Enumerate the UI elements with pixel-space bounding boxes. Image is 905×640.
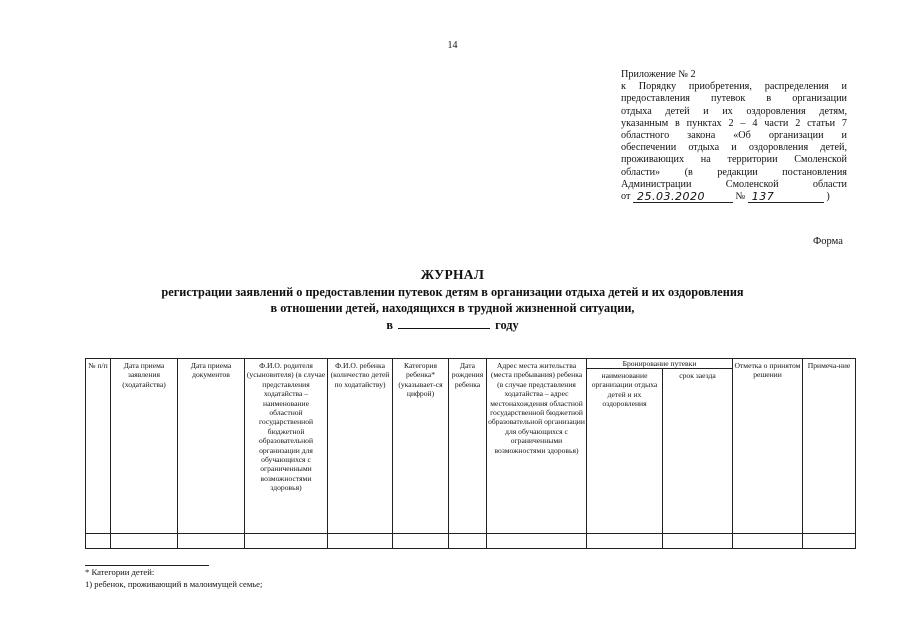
header-col-decision: Отметка о принятом решении (733, 359, 803, 534)
table-cell (245, 534, 328, 549)
number-sign: № (735, 191, 746, 203)
header-col-note: Примеча-ние (803, 359, 856, 534)
year-line (0, 317, 905, 333)
table-header-row (86, 359, 856, 369)
appendix-line: областного закона «Об организации и (621, 130, 847, 142)
appendix-line: проживающих на территории Смоленской (621, 154, 847, 166)
header-col-child-name: Ф.И.О. ребенка (количество детей по ходатайству) (328, 359, 393, 534)
table-cell (393, 534, 449, 549)
journal-table (85, 358, 856, 549)
header-col-address: Адрес места жительства (места пребывания) ребенка (в случае представления ходатайства – адрес местонахождения областной государственной бюджетной образовательной организации для обучающихся с ограниченными возможностями здоровья) (487, 359, 587, 534)
appendix-date-line (621, 191, 847, 203)
header-col-num: № п/п (86, 359, 111, 534)
appendix-line: указанным в пунктах 2 – 4 части 2 статьи 7 (621, 117, 847, 129)
header-col-birth-date: Дата рождения ребенка (449, 359, 487, 534)
appendix-line: обеспечении отдыха и оздоровления детей, (621, 142, 847, 154)
footnote-item: 1) ребенок, проживающий в малоимущей семье; (85, 579, 263, 589)
handwritten-date: 25.03.2020 (636, 190, 705, 204)
appendix-block (621, 69, 847, 203)
journal-subtitle-line1: регистрации заявлений о предоставлении путевок детям в организации отдыха детей и их оздоровления (161, 285, 744, 299)
header-col-documents-date: Дата приема документов (178, 359, 245, 534)
handwritten-number: 137 (751, 190, 775, 204)
table-cell (111, 534, 178, 549)
from-prefix: от (621, 191, 631, 203)
date-field (633, 191, 733, 203)
form-label: Форма (813, 236, 843, 247)
table-cell (733, 534, 803, 549)
header-col-category: Категория ребенка* (указывает-ся цифрой) (393, 359, 449, 534)
page-number: 14 (447, 40, 458, 51)
year-suffix: году (495, 318, 519, 332)
footnote-heading: * Категории детей: (85, 567, 155, 577)
header-sub-organization: наименование организации отдыха детей и их оздоровления (587, 369, 663, 534)
header-col-application-date: Дата приема заявления (ходатайства) (111, 359, 178, 534)
header-col-booking: Бронирование путевки (587, 359, 733, 369)
table-cell (803, 534, 856, 549)
table-cell (86, 534, 111, 549)
close-paren: ) (826, 191, 830, 203)
header-sub-arrival: срок заезда (663, 369, 733, 534)
table-cell (487, 534, 587, 549)
footnote-divider (85, 565, 209, 566)
table-cell (663, 534, 733, 549)
year-blank (398, 317, 490, 329)
journal-subtitle-line2: в отношении детей, находящихся в трудной жизненной ситуации, (270, 301, 635, 315)
appendix-line: к Порядку приобретения, распределения и (621, 81, 847, 93)
table-row (86, 534, 856, 549)
table-cell (449, 534, 487, 549)
appendix-line: отдыха детей и их оздоровления детям, (621, 105, 847, 117)
appendix-line: области» (в редакции постановления (621, 166, 847, 178)
table-cell (328, 534, 393, 549)
appendix-line: Администрации Смоленской области (621, 178, 847, 190)
year-prefix: в (386, 318, 394, 332)
table-cell (178, 534, 245, 549)
header-col-parent-name: Ф.И.О. родителя (усыновителя) (в случае представления ходатайства – наименование областной государственной бюджетной образовательной организации для обучающихся с ограниченными возможностями здоровья) (245, 359, 328, 534)
number-field (748, 191, 824, 203)
journal-title: ЖУРНАЛ (420, 267, 485, 282)
table-cell (587, 534, 663, 549)
appendix-title: Приложение № 2 (621, 69, 696, 80)
appendix-line: предоставления путевок в организации (621, 93, 847, 105)
